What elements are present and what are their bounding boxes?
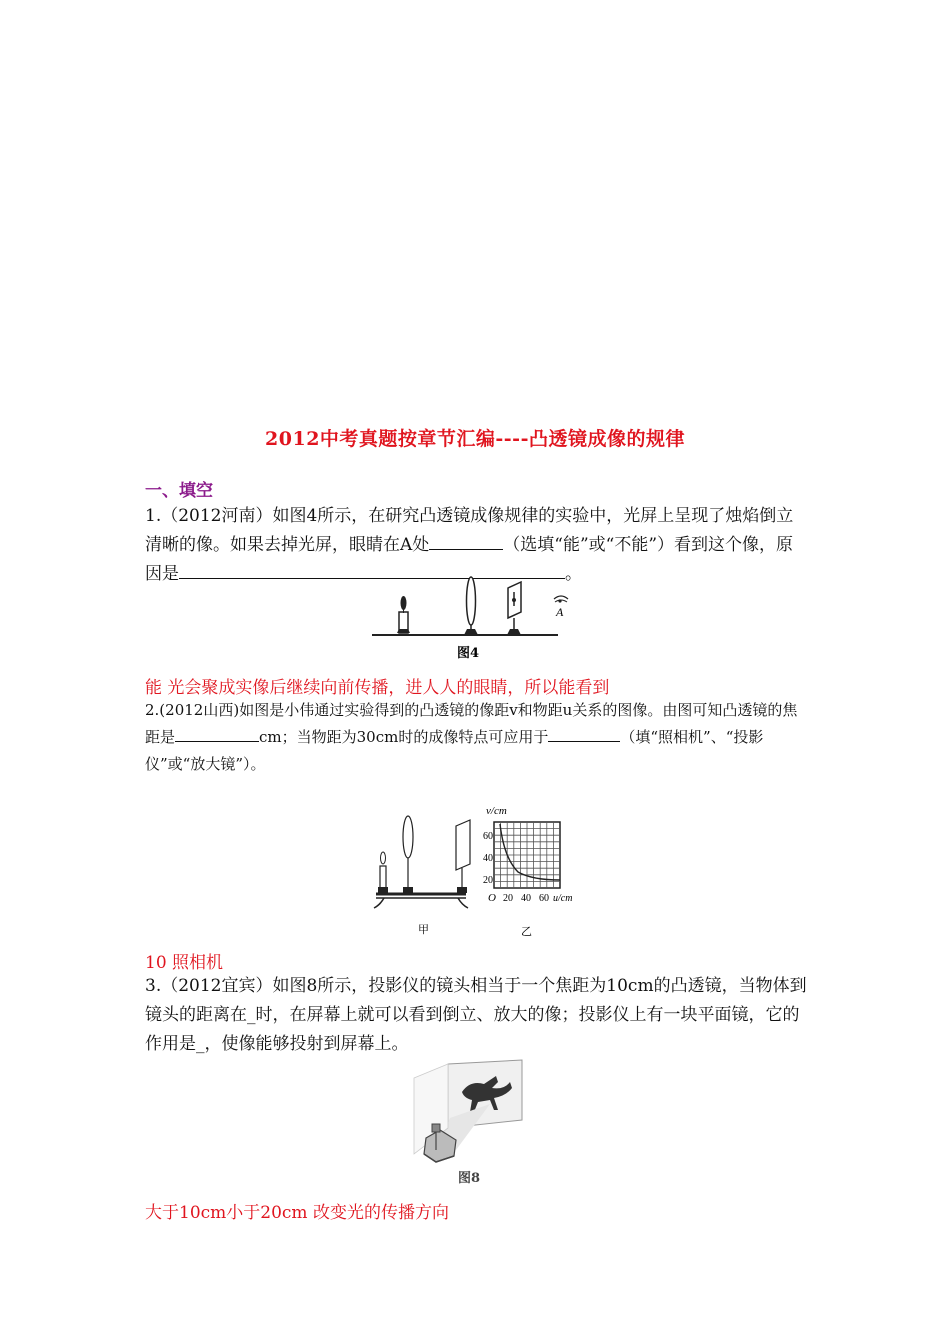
q2-answer: 10 照相机 (145, 953, 224, 973)
eye-label: A (556, 605, 564, 619)
q2-text-b: cm；当物距为30cm时的成像特点可应用于 (259, 728, 549, 746)
figure-label-jia: 甲 (418, 923, 429, 936)
convex-lens-icon (467, 577, 476, 625)
figure-4 (368, 576, 578, 666)
light-screen-icon-2 (456, 820, 470, 870)
q2-blank-1 (175, 725, 259, 742)
candle-icon-2 (380, 866, 386, 888)
figure-8-caption: 图8 (458, 1171, 481, 1186)
q1-text-c: 。 (565, 564, 582, 584)
q1-text-a: 1.（2012河南）如图4所示，在研究凸透镜成像规律的实验中，光屏上呈现了烛焰倒立清晰的像。如果去掉光屏，眼睛在A处 (145, 506, 794, 555)
graph-y-tick: 20 (483, 875, 493, 886)
page-title: 2012中考真题按章节汇编----凸透镜成像的规律 (265, 428, 685, 450)
q1-blank-1 (429, 531, 503, 550)
v-u-graph (483, 805, 572, 904)
question-2 (145, 697, 810, 778)
graph-y-label: v/cm (486, 805, 507, 817)
q1-answer: 能 光会聚成实像后继续向前传播，进人人的眼睛，所以能看到 (145, 678, 610, 698)
graph-x-label: u/cm (553, 893, 573, 904)
graph-y-tick: 60 (483, 831, 493, 842)
q1-text-b: （选填“能”或“不能”）看到这个像，原因是 (145, 535, 794, 584)
section-heading: 一、填空 (145, 481, 213, 501)
q2-text-c: （填“照相机”、“投影仪”或“放大镜”）。 (145, 728, 764, 773)
eye-icon (554, 596, 568, 599)
graph-x-tick: 40 (521, 893, 531, 904)
q3-answer: 大于10cm小于20cm 改变光的传播方向 (145, 1203, 449, 1223)
figure-4-caption: 图4 (457, 646, 480, 661)
convex-lens-icon-2 (403, 816, 413, 858)
question-3: 3.（2012宜宾）如图8所示，投影仪的镜头相当于一个焦距为10cm的凸透镜，当物体到镜头的距离在_时，在屏幕上就可以看到倒立、放大的像；投影仪上有一块平面镜，它的作用是_，使像能够投射到屏幕上。 (145, 976, 807, 1054)
graph-origin: O (488, 892, 496, 904)
graph-y-tick: 40 (483, 853, 493, 864)
figure-8 (410, 1058, 530, 1186)
graph-x-tick: 60 (539, 893, 549, 904)
figure-2 (370, 800, 585, 940)
q2-blank-2 (548, 725, 620, 742)
figure-label-yi: 乙 (521, 925, 532, 938)
graph-x-tick: 20 (503, 893, 513, 904)
q2-text-a: 2.(2012山西)如图是小伟通过实验得到的凸透镜的像距v和物距u关系的图像。由图可知凸透镜的焦距是 (145, 701, 798, 746)
